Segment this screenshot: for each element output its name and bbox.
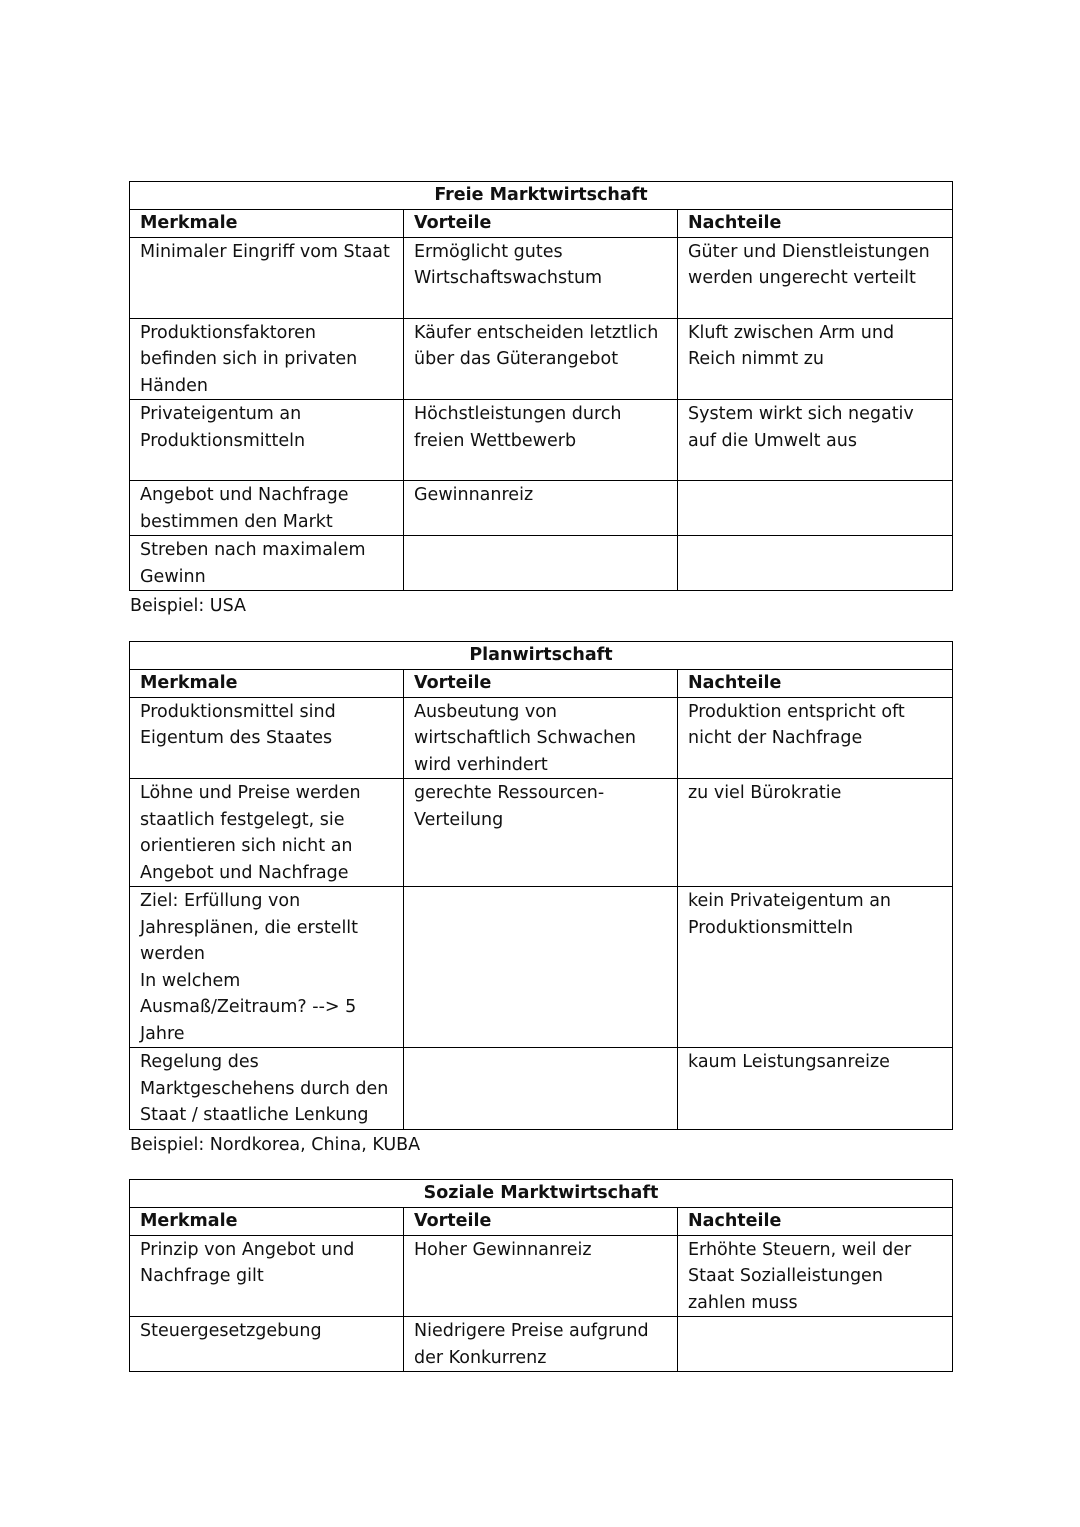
cell-merkmal: Produktionsfaktoren befinden sich in privaten Händen	[130, 318, 404, 400]
column-header-merkmale: Merkmale	[130, 670, 404, 698]
table-title: Planwirtschaft	[130, 642, 953, 670]
example-text: Beispiel: Nordkorea, China, KUBA	[130, 1134, 421, 1155]
table-row	[130, 318, 953, 400]
cell-nachteil: kaum Leistungsanreize	[678, 1048, 953, 1130]
cell-vorteil	[404, 887, 678, 1048]
cell-nachteil	[678, 536, 953, 591]
cell-nachteil: Kluft zwischen Arm und Reich nimmt zu	[678, 318, 953, 400]
cell-vorteil: gerechte Ressourcen- Verteilung	[404, 779, 678, 887]
cell-vorteil: Käufer entscheiden letztlich über das Güterangebot	[404, 318, 678, 400]
cell-vorteil	[404, 1048, 678, 1130]
table-title: Freie Marktwirtschaft	[130, 182, 953, 210]
comparison-table	[129, 1179, 953, 1372]
table-row	[130, 887, 953, 1048]
cell-nachteil	[678, 1317, 953, 1372]
table-row	[130, 697, 953, 779]
cell-merkmal: Privateigentum an Produktionsmitteln	[130, 400, 404, 481]
table-soziale-marktwirtschaft	[129, 1179, 952, 1372]
table-planwirtschaft	[129, 641, 952, 1158]
table-row	[130, 400, 953, 481]
cell-vorteil: Gewinnanreiz	[404, 481, 678, 536]
cell-merkmal: Prinzip von Angebot und Nachfrage gilt	[130, 1235, 404, 1317]
comparison-table	[129, 641, 953, 1130]
column-header-merkmale: Merkmale	[130, 1208, 404, 1236]
table-freie-marktwirtschaft	[129, 181, 952, 619]
cell-nachteil: Produktion entspricht oft nicht der Nachfrage	[678, 697, 953, 779]
column-header-vorteile: Vorteile	[404, 1208, 678, 1236]
column-header-vorteile: Vorteile	[404, 670, 678, 698]
column-header-nachteile: Nachteile	[678, 210, 953, 238]
table-row	[130, 1317, 953, 1372]
column-header-merkmale: Merkmale	[130, 210, 404, 238]
table-row	[130, 1235, 953, 1317]
cell-vorteil: Höchstleistungen durch freien Wettbewerb	[404, 400, 678, 481]
comparison-table	[129, 181, 953, 591]
table-row	[130, 237, 953, 318]
table-row	[130, 536, 953, 591]
cell-merkmal: Angebot und Nachfrage bestimmen den Markt	[130, 481, 404, 536]
cell-merkmal: Regelung des Marktgeschehens durch den Staat / staatliche Lenkung	[130, 1048, 404, 1130]
cell-vorteil: Hoher Gewinnanreiz	[404, 1235, 678, 1317]
column-header-nachteile: Nachteile	[678, 1208, 953, 1236]
cell-merkmal: Minimaler Eingriff vom Staat	[130, 237, 404, 318]
cell-nachteil: kein Privateigentum an Produktionsmitteln	[678, 887, 953, 1048]
cell-merkmal: Ziel: Erfüllung von Jahresplänen, die erstellt werden In welchem Ausmaß/Zeitraum? --> 5 Jahre	[130, 887, 404, 1048]
cell-vorteil: Niedrigere Preise aufgrund der Konkurrenz	[404, 1317, 678, 1372]
table-row	[130, 1048, 953, 1130]
cell-merkmal: Steuergesetzgebung	[130, 1317, 404, 1372]
table-row	[130, 779, 953, 887]
cell-vorteil: Ausbeutung von wirtschaftlich Schwachen wird verhindert	[404, 697, 678, 779]
cell-nachteil: Güter und Dienstleistungen werden ungerecht verteilt	[678, 237, 953, 318]
cell-nachteil: System wirkt sich negativ auf die Umwelt aus	[678, 400, 953, 481]
cell-nachteil: Erhöhte Steuern, weil der Staat Sozialleistungen zahlen muss	[678, 1235, 953, 1317]
table-title: Soziale Marktwirtschaft	[130, 1180, 953, 1208]
cell-merkmal: Produktionsmittel sind Eigentum des Staates	[130, 697, 404, 779]
cell-merkmal: Streben nach maximalem Gewinn	[130, 536, 404, 591]
cell-nachteil	[678, 481, 953, 536]
column-header-nachteile: Nachteile	[678, 670, 953, 698]
cell-merkmal: Löhne und Preise werden staatlich festgelegt, sie orientieren sich nicht an Angebot und Nachfrage	[130, 779, 404, 887]
cell-vorteil: Ermöglicht gutes Wirtschaftswachstum	[404, 237, 678, 318]
cell-vorteil	[404, 536, 678, 591]
example-text: Beispiel: USA	[130, 596, 247, 616]
table-row	[130, 481, 953, 536]
cell-nachteil: zu viel Bürokratie	[678, 779, 953, 887]
column-header-vorteile: Vorteile	[404, 210, 678, 238]
